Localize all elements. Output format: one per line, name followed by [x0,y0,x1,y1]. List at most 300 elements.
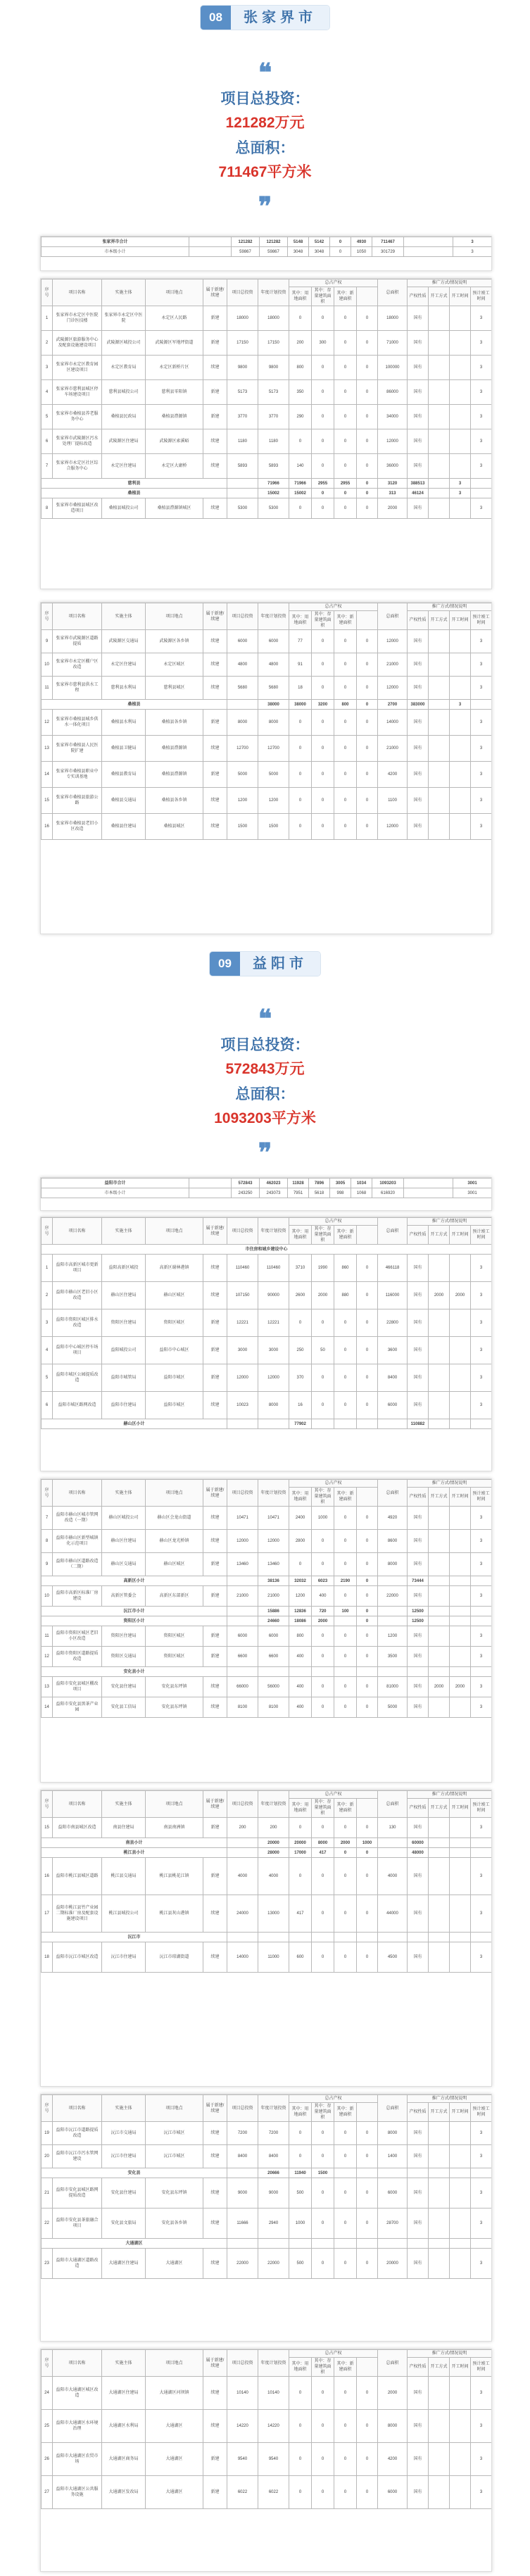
cell: 沅江市琼湖街道 [146,1942,203,1973]
cell [378,1576,408,1586]
cell: 383000 [408,700,429,710]
cell: 3 [471,429,492,454]
section-city: 张家界市 [231,6,329,30]
cell: 桃江县小计 [42,1848,227,1858]
cell: 20000 [258,1838,289,1848]
cell: 国有 [408,2249,429,2279]
header-prop: 产权性质 [408,611,429,630]
cell: 100 [334,1607,357,1616]
cell [450,1626,471,1647]
header-location: 项目地点 [146,2350,203,2377]
cell: 续建 [203,2377,227,2410]
yy-summary-table [40,1177,492,1211]
zjj-project-table-1 [40,278,492,589]
cell: 24000 [227,1895,258,1933]
cell: 3 [471,2377,492,2410]
cell: 3 [471,454,492,479]
table-row [42,2122,492,2145]
header-date: 预计竣工时间 [471,611,492,630]
cell: 16 [42,814,53,840]
cell: 3 [471,1255,492,1282]
subtotal-row [42,489,492,498]
cell [404,1179,453,1188]
cell: 1 [42,1255,53,1282]
cell: 1093203 [372,1179,404,1188]
cell: 9000 [258,2178,289,2209]
cell [471,1616,492,1626]
table-row [42,2249,492,2279]
table-row [42,1858,492,1895]
cell [429,1392,450,1419]
table-row [42,1282,492,1309]
cell [429,814,450,840]
cell [429,1616,450,1626]
cell: 沅江市小计 [42,1607,227,1616]
header-build-area: 总面积 [378,1218,408,1245]
cell [471,2239,492,2249]
header-new-area: 其中：新建面积 [334,1488,357,1507]
cell: 大通湖区 [146,2476,203,2509]
cell: 5 [42,405,53,429]
cell [357,1419,378,1429]
cell: 3 [471,2209,492,2239]
cell: 新建 [203,1337,227,1364]
cell: 0 [357,700,378,710]
table-row [42,630,492,653]
cell: 21000 [258,1586,289,1607]
cell: 110460 [227,1255,258,1282]
cell [334,1667,357,1677]
cell: 0 [357,1895,378,1933]
cell: 国有 [408,2476,429,2509]
cell: 3 [471,405,492,429]
cell: 10471 [227,1507,258,1530]
cell: 益阳市资阳区道路提质改造 [53,1647,102,1667]
cell: 0 [334,2249,357,2279]
cell: 0 [357,331,378,356]
cell: 86000 [378,380,408,405]
cell: 38000 [289,700,312,710]
cell: 0 [289,498,312,519]
cell: 续建 [203,1895,227,1933]
cell: 3 [471,2476,492,2509]
cell: 续建 [203,1530,227,1553]
cell: 0 [334,1858,357,1895]
cell: 0 [312,489,334,498]
cell: 0 [334,710,357,736]
header-mode: 开工方式 [429,2358,450,2377]
cell: 国有 [408,710,429,736]
cell [404,237,453,247]
cell: 28700 [378,2209,408,2239]
cell: 3 [471,736,492,762]
header-ntype: 属于新建/续建 [203,2350,227,2377]
cell: 1180 [227,429,258,454]
cell: 南县小计 [42,1838,227,1848]
cell: 0 [289,2145,312,2168]
cell: 13 [42,1677,53,1697]
cell: 5618 [309,1188,330,1198]
cell: 0 [357,2122,378,2145]
cell: 3 [450,489,471,498]
cell: 6000 [227,1626,258,1647]
table-row [42,1255,492,1282]
cell: 国有 [408,1895,429,1933]
cell: 100000 [378,356,408,380]
section-number: 08 [201,6,231,30]
cell: 赫山区住建局 [102,1530,146,1553]
cell [429,1255,450,1282]
cell [429,356,450,380]
cell: 0 [357,1337,378,1364]
cell: 0 [312,1392,334,1419]
cell: 0 [289,2122,312,2145]
cell: 国有 [408,2209,429,2239]
cell: 2000 [450,1282,471,1309]
table-row [42,1245,492,1255]
table-row [42,1337,492,1364]
cell: 0 [312,1818,334,1838]
cell: 大通湖区河坝镇 [146,2377,203,2410]
cell: 0 [334,2476,357,2509]
cell: 资阳区城区 [146,1626,203,1647]
cell [429,1309,450,1337]
cell: 永定区大庸桥 [146,454,203,479]
cell: 14220 [258,2410,289,2443]
cell: 400 [289,1697,312,1718]
cell: 0 [357,2145,378,2168]
cell: 3 [471,630,492,653]
cell: 0 [357,1818,378,1838]
cell: 12836 [289,1607,312,1616]
cell: 新建 [203,306,227,331]
cell: 续建 [203,429,227,454]
header-year-plan: 年度计划投资 [258,1480,289,1507]
cell: 武陵源区索溪峪 [146,429,203,454]
cell: 0 [357,2178,378,2209]
table-row [42,380,492,405]
cell: 0 [334,1337,357,1364]
cell: 2955 [334,479,357,489]
table-row [42,1364,492,1392]
cell: 0 [312,653,334,677]
cell [450,1419,471,1429]
cell [471,489,492,498]
cell: 续建 [203,1677,227,1697]
cell: 14000 [378,710,408,736]
cell: 8000 [378,2410,408,2443]
table-row [42,1179,492,1188]
cell [450,1576,471,1586]
cell [450,1553,471,1576]
header-expect: 推广方式/情况说明 [408,2350,492,2358]
table-row [42,710,492,736]
cell [334,1616,357,1626]
header-total: 项目总投资 [227,2095,258,2122]
cell: 0 [289,2476,312,2509]
cell: 110460 [258,1255,289,1282]
cell [450,1895,471,1933]
cell: 国有 [408,1626,429,1647]
cell: 0 [334,1848,357,1858]
header-unit: 实施主体 [102,2350,146,2377]
header-year-plan: 年度计划投资 [258,2350,289,2377]
table-row [42,1553,492,1576]
cell [450,677,471,700]
cell: 3048 [288,247,309,257]
cell: 5142 [309,237,330,247]
cell: 永定区人民路 [146,306,203,331]
cell [450,1586,471,1607]
header-year-plan: 年度计划投资 [258,2095,289,2122]
cell: 0 [334,630,357,653]
cell [429,1419,450,1429]
section-badge [201,6,329,30]
cell: 3 [471,498,492,519]
cell: 资阳区住建局 [102,1309,146,1337]
cell: 续建 [203,1697,227,1718]
header-no: 序号 [42,603,53,630]
cell: 0 [357,405,378,429]
cell: 国有 [408,1392,429,1419]
subtotal-row [42,1933,492,1942]
cell [227,1848,258,1858]
cell: 3 [471,380,492,405]
header-stock: 其中：存量建筑面积 [312,2358,334,2377]
cell: 续建 [203,2410,227,2443]
header-year-plan: 年度计划投资 [258,603,289,630]
cell: 5680 [227,677,258,700]
cell: 0 [357,1309,378,1337]
header-location: 项目地点 [146,1480,203,1507]
cell: 8100 [227,1697,258,1718]
header-group-blank [357,1226,378,1245]
cell: 9540 [258,2443,289,2476]
cell: 200 [258,1818,289,1838]
cell: 0 [334,1677,357,1697]
section-header-yy [0,952,530,1156]
cell [429,1364,450,1392]
cell: 赫山区城区 [146,1553,203,1576]
cell: 38136 [258,1576,289,1586]
cell: 武陵源区交通局 [102,630,146,653]
cell: 桑植县澧源镇城区 [146,498,203,519]
cell: 400 [312,1586,334,1607]
header-no: 序号 [42,2095,53,2122]
cell: 0 [289,1858,312,1895]
header-prop: 产权性质 [408,2358,429,2377]
cell: 12000 [378,630,408,653]
cell: 4500 [378,1942,408,1973]
header-month: 开工时间 [450,287,471,306]
cell: 国有 [408,1858,429,1895]
cell: 6022 [258,2476,289,2509]
cell: 5173 [258,380,289,405]
header-build-area: 总面积 [378,603,408,630]
cell: 2800 [289,1530,312,1553]
header-year-plan: 年度计划投资 [258,279,289,306]
cell [450,2209,471,2239]
cell: 4920 [378,1507,408,1530]
cell: 南县住建局 [102,1818,146,1838]
cell: 12500 [408,1607,429,1616]
cell: 益阳市沅江市污水管网建设 [53,2145,102,2168]
cell: 22000 [378,1586,408,1607]
cell [429,1507,450,1530]
cell [378,1838,408,1848]
cell [289,2239,312,2249]
cell: 59867 [232,247,260,257]
cell [404,1188,453,1198]
cell: 0 [312,2178,334,2209]
cell: 续建 [203,814,227,840]
cell: 国有 [408,2410,429,2443]
cell: 益阳市资阳区城区老旧小区改造 [53,1626,102,1647]
cell: 2955 [312,479,334,489]
cell: 12700 [258,736,289,762]
header-land: 其中：用地面积 [289,2103,312,2122]
cell: 200 [289,331,312,356]
header-stock: 其中：存量建筑面积 [312,287,334,306]
cell [450,814,471,840]
cell: 3048 [309,247,330,257]
cell: 0 [357,630,378,653]
cell: 0 [334,736,357,762]
invest-value: 572843万元 [225,1061,305,1077]
cell: 2400 [289,1507,312,1530]
cell: 36000 [378,454,408,479]
cell [450,1933,471,1942]
cell: 0 [289,710,312,736]
cell: 益阳市南县城区改造 [53,1818,102,1838]
cell: 益阳市安化县城区棚改项目 [53,1677,102,1697]
cell: 300 [312,331,334,356]
header-name: 项目名称 [53,279,102,306]
header-land: 其中：用地面积 [289,2358,312,2377]
cell: 沅江市 [42,1933,227,1942]
header-build-area: 总面积 [378,1480,408,1507]
cell: 0 [312,380,334,405]
cell: 赫山区城区 [146,1282,203,1309]
cell: 0 [334,762,357,788]
cell: 3 [471,1858,492,1895]
header-group-blank [357,2358,378,2377]
cell: 桑植县民政局 [102,405,146,429]
cell [429,2410,450,2443]
cell: 3 [471,1507,492,1530]
cell: 0 [357,479,378,489]
cell: 新建 [203,2476,227,2509]
header-year-plan: 年度计划投资 [258,1791,289,1818]
cell: 800 [334,700,357,710]
cell: 11928 [288,1179,309,1188]
cell [404,247,453,257]
cell [189,1188,232,1198]
cell: 国有 [408,454,429,479]
cell [429,1576,450,1586]
cell [227,479,258,489]
cell: 张家界市桑植县城乡供水一体化项目 [53,710,102,736]
cell: 14220 [227,2410,258,2443]
header-location: 项目地点 [146,1791,203,1818]
cell: 243073 [260,1188,288,1198]
invest-label: 项目总投资： [220,91,310,107]
section-badge [210,952,320,976]
section-header-zjj [0,6,530,210]
header-new-area: 其中：新建面积 [334,1799,357,1818]
cell: 2000 [334,1838,357,1848]
cell [450,380,471,405]
cell: 6000 [378,2178,408,2209]
header-land: 其中：用地面积 [289,1226,312,1245]
cell: 3 [471,710,492,736]
header-expect: 推广方式/情况说明 [408,603,492,611]
cell: 张家界市武陵源区道路提质 [53,630,102,653]
cell: 11000 [258,1942,289,1973]
cell: 7 [42,454,53,479]
cell [450,1647,471,1667]
cell [450,2443,471,2476]
cell: 15 [42,1818,53,1838]
cell: 桑植县水利局 [102,710,146,736]
cell: 0 [312,454,334,479]
cell: 张家界市慈利县供水工程 [53,677,102,700]
cell [450,710,471,736]
cell: 18000 [378,306,408,331]
subtotal-row [42,1667,492,1677]
cell: 116000 [378,1282,408,1309]
header-ntype: 属于新建/续建 [203,603,227,630]
header-total: 项目总投资 [227,1218,258,1245]
cell: 益阳市安化县茶旅融合项目 [53,2209,102,2239]
cell [429,2476,450,2509]
header-unit: 实施主体 [102,1791,146,1818]
cell [429,1933,450,1942]
table-row [42,1507,492,1530]
header-mode: 开工方式 [429,2103,450,2122]
header-expect: 推广方式/情况说明 [408,2095,492,2103]
cell: 3 [471,1530,492,1553]
cell: 0 [357,2377,378,2410]
cell: 0 [357,1607,378,1616]
cell: 桑植县 [42,489,227,498]
area-label: 总面积： [235,1086,295,1102]
cell [450,1607,471,1616]
cell [378,1667,408,1677]
cell: 沅江市城区 [146,2122,203,2145]
cell: 续建 [203,356,227,380]
cell [258,1419,289,1429]
cell: 720 [312,1607,334,1616]
cell: 张家界市永定区中医院 [102,306,146,331]
cell: 国有 [408,1942,429,1973]
cell [312,1933,334,1942]
cell [429,2145,450,2168]
cell: 续建 [203,677,227,700]
cell: 0 [334,1647,357,1667]
cell: 10023 [227,1392,258,1419]
cell: 4 [42,380,53,405]
table-row [42,1677,492,1697]
cell: 7951 [288,1188,309,1198]
cell: 8000 [378,1553,408,1576]
cell: 国有 [408,1507,429,1530]
cell [429,630,450,653]
cell: 572843 [232,1179,260,1188]
header-land: 其中：用地面积 [289,1799,312,1818]
cell [450,331,471,356]
cell [450,1818,471,1838]
